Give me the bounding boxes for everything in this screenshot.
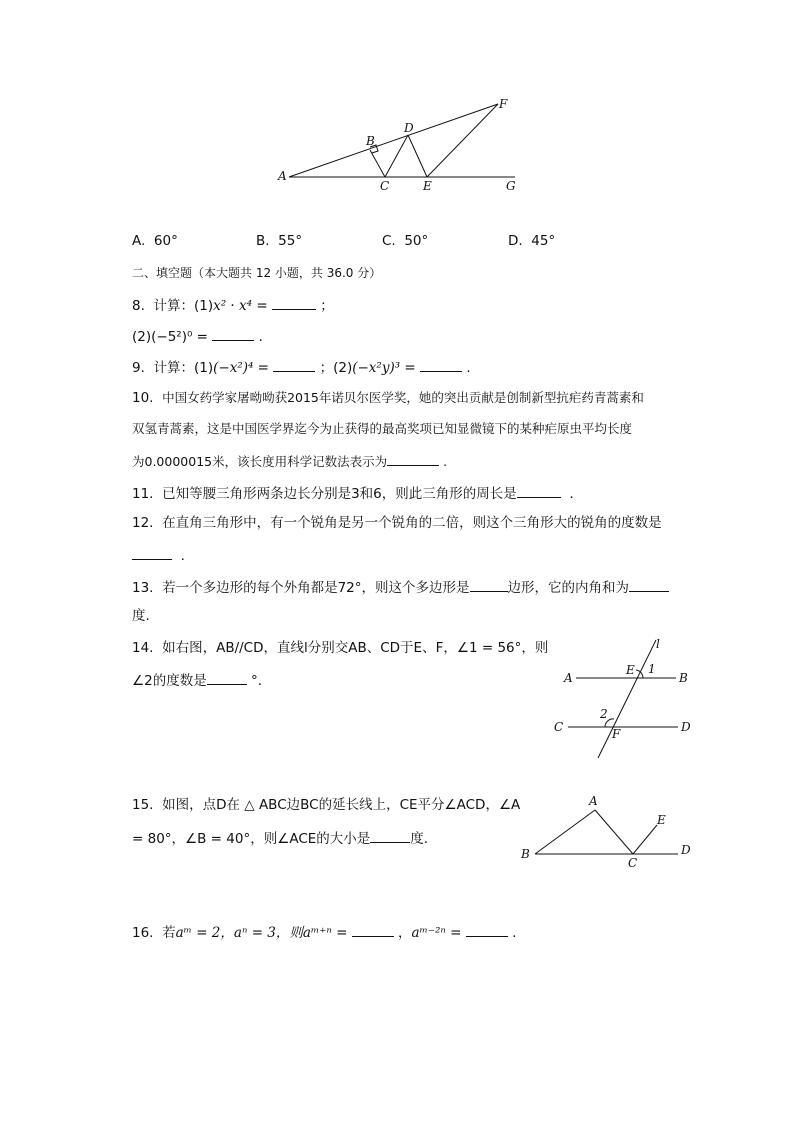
ray-CE bbox=[633, 825, 657, 854]
q10-end: . bbox=[443, 454, 448, 469]
question-13-line2: 度. bbox=[132, 608, 150, 624]
q8-expr1: x² · x⁴ = bbox=[213, 298, 268, 314]
segment-BA bbox=[535, 810, 595, 854]
q15-text: 如图，点D在 △ ABC边BC的延长线上，CE平分∠ACD，∠A bbox=[162, 797, 521, 813]
question-number: 10. bbox=[132, 390, 154, 406]
q16-prefix: 若 bbox=[162, 925, 176, 941]
q12-end: . bbox=[180, 548, 185, 564]
q9-mid: ；(2) bbox=[319, 360, 353, 376]
line-AF bbox=[289, 104, 498, 177]
q13-part2: 边形，它的内角和为 bbox=[507, 580, 630, 596]
q16-mid: ， bbox=[398, 925, 412, 941]
question-number: 12. bbox=[132, 515, 154, 531]
option-value: 55° bbox=[278, 233, 303, 249]
segment-DE bbox=[408, 135, 427, 177]
q9-end: . bbox=[466, 360, 471, 376]
question-number: 15. bbox=[132, 797, 154, 813]
option-a[interactable] bbox=[132, 232, 178, 250]
question-number: 16. bbox=[132, 925, 154, 941]
fig14-label-D: D bbox=[681, 720, 691, 734]
answer-blank[interactable] bbox=[470, 577, 508, 592]
q10-text1: 中国女药学家屠呦呦获2015年诺贝尔医学奖，她的突出贡献是创制新型抗疟药青蒿素和 bbox=[162, 390, 644, 405]
fig15-label-B: B bbox=[521, 847, 530, 861]
option-c[interactable] bbox=[382, 232, 428, 250]
answer-blank[interactable] bbox=[212, 326, 254, 341]
option-b[interactable] bbox=[256, 232, 302, 250]
fig7-label-G: G bbox=[506, 179, 516, 193]
question-8-line1 bbox=[132, 295, 334, 315]
question-number: 11. bbox=[132, 486, 154, 502]
answer-blank[interactable] bbox=[629, 577, 669, 592]
fig14-label-E: E bbox=[626, 663, 635, 677]
fig7-label-F: F bbox=[499, 97, 508, 111]
question-14-line1 bbox=[132, 639, 548, 657]
question-8-line2 bbox=[132, 326, 263, 346]
question-12-line1 bbox=[132, 514, 662, 532]
q14-figure bbox=[548, 632, 698, 762]
question-11 bbox=[132, 483, 574, 503]
option-key: A. bbox=[132, 233, 146, 249]
fig14-label-C: C bbox=[554, 720, 564, 734]
fig14-label-F: F bbox=[612, 727, 621, 741]
fig14-label-B: B bbox=[679, 671, 688, 685]
fig7-label-B: B bbox=[366, 134, 375, 148]
answer-blank[interactable] bbox=[466, 922, 508, 937]
question-number: 9. bbox=[132, 360, 145, 376]
answer-blank[interactable] bbox=[272, 295, 316, 310]
option-value: 50° bbox=[404, 233, 429, 249]
segment-EF bbox=[427, 104, 498, 177]
q7-figure bbox=[270, 95, 530, 200]
question-number: 8. bbox=[132, 298, 145, 314]
q12-text: 在直角三角形中，有一个锐角是另一个锐角的二倍，则这个三角形大的锐角的度数是 bbox=[162, 515, 662, 531]
fig14-label-2: 2 bbox=[600, 707, 608, 721]
option-value: 60° bbox=[153, 233, 178, 249]
question-number: 14. bbox=[132, 640, 154, 656]
q11-text: 已知等腰三角形两条边长分别是3和6，则此三角形的周长是 bbox=[162, 486, 517, 502]
q14-end: °. bbox=[251, 673, 263, 689]
option-d[interactable] bbox=[508, 232, 555, 250]
transversal-l bbox=[598, 640, 656, 758]
question-13-line1 bbox=[132, 577, 669, 597]
option-key: B. bbox=[256, 233, 270, 249]
option-key: D. bbox=[508, 233, 523, 249]
fig7-label-D: D bbox=[404, 121, 414, 135]
segment-BC bbox=[370, 150, 385, 177]
q8-expr2: (2)(−5²)⁰ = bbox=[132, 329, 208, 345]
option-key: C. bbox=[382, 233, 396, 249]
answer-blank[interactable] bbox=[207, 670, 247, 685]
q15-end: 度. bbox=[410, 831, 429, 847]
question-16 bbox=[132, 922, 516, 942]
question-10-line3 bbox=[132, 451, 447, 471]
question-14-line2 bbox=[132, 670, 262, 690]
fig15-label-D: D bbox=[681, 843, 691, 857]
q16-end: . bbox=[512, 925, 517, 941]
q9-expr2: (−x²y)³ = bbox=[352, 360, 416, 376]
fig15-label-A: A bbox=[589, 794, 598, 808]
q8-end: . bbox=[258, 329, 263, 345]
q8-sep: ； bbox=[320, 298, 334, 314]
answer-blank[interactable] bbox=[273, 357, 315, 372]
q16-expr2: aᵐ⁻²ⁿ = bbox=[411, 925, 462, 941]
segment-CD bbox=[385, 135, 408, 177]
fig7-label-E: E bbox=[423, 179, 432, 193]
q9-expr1: (−x²)⁴ = bbox=[213, 360, 269, 376]
q14-prefix: ∠2的度数是 bbox=[132, 673, 207, 689]
answer-blank[interactable] bbox=[352, 922, 394, 937]
question-number: 13. bbox=[132, 580, 154, 596]
answer-blank[interactable] bbox=[517, 483, 561, 498]
q11-end: . bbox=[569, 486, 574, 502]
q8-prefix: 计算：(1) bbox=[153, 298, 214, 314]
question-10-line1 bbox=[132, 389, 644, 407]
q9-prefix: 计算：(1) bbox=[153, 360, 214, 376]
answer-blank[interactable] bbox=[132, 545, 172, 560]
question-15-line2 bbox=[132, 828, 428, 848]
fig14-label-l: l bbox=[656, 637, 660, 651]
fig7-label-A: A bbox=[278, 169, 287, 183]
fig14-label-1: 1 bbox=[648, 662, 656, 676]
section-heading: 二、填空题（本大题共 12 小题，共 36.0 分） bbox=[132, 266, 382, 280]
q14-text: 如右图，AB//CD，直线l分别交AB、CD于E、F，∠1 = 56°，则 bbox=[162, 640, 549, 656]
answer-blank[interactable] bbox=[370, 828, 410, 843]
option-value: 45° bbox=[531, 233, 556, 249]
fig14-label-A: A bbox=[564, 671, 573, 685]
question-15-line1 bbox=[132, 796, 520, 814]
answer-blank[interactable] bbox=[387, 451, 439, 466]
question-9 bbox=[132, 357, 471, 377]
question-12-line2 bbox=[132, 545, 185, 565]
q13-part1: 若一个多边形的每个外角都是72°，则这个多边形是 bbox=[162, 580, 470, 596]
answer-blank[interactable] bbox=[420, 357, 462, 372]
q16-given: aᵐ = 2，aⁿ = 3，则 bbox=[175, 925, 303, 941]
fig15-label-E: E bbox=[657, 813, 666, 827]
q10-text3: 为0.0000015米，该长度用科学记数法表示为 bbox=[132, 454, 388, 469]
q16-expr1: aᵐ⁺ⁿ = bbox=[302, 925, 348, 941]
segment-AC bbox=[595, 810, 633, 854]
fig7-label-C: C bbox=[380, 179, 390, 193]
q15-prefix: = 80°，∠B = 40°，则∠ACE的大小是 bbox=[132, 831, 371, 847]
question-10-line2: 双氢青蒿素，这是中国医学界迄今为止获得的最高奖项已知显微镜下的某种疟原虫平均长度 bbox=[132, 421, 633, 436]
fig15-label-C: C bbox=[628, 856, 638, 870]
q15-figure bbox=[515, 790, 700, 870]
